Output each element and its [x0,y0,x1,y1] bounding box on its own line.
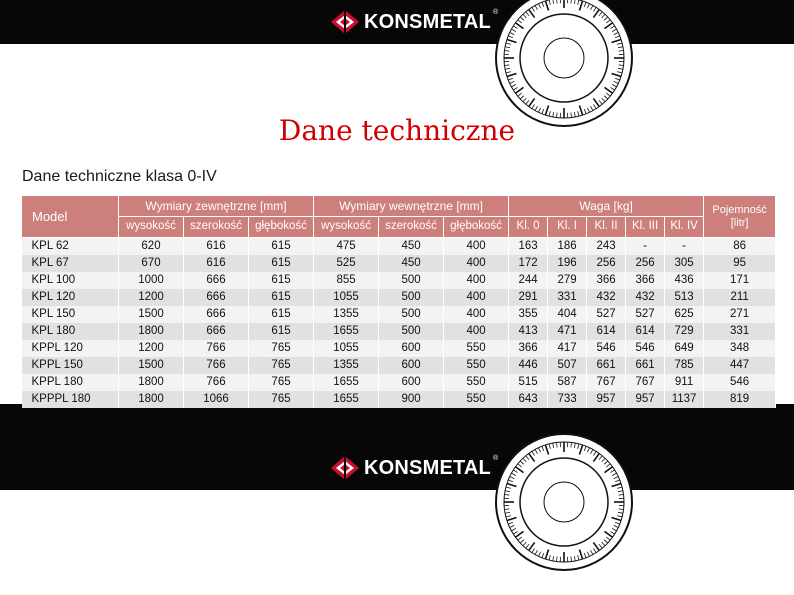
konsmetal-logo-icon [330,9,360,35]
table-cell: 900 [379,391,444,408]
model-cell: KPL 120 [22,289,119,306]
table-cell: 450 [379,238,444,256]
table-cell: 615 [249,306,314,323]
model-cell: KPPL 180 [22,374,119,391]
table-cell: 500 [379,306,444,323]
model-header: Model [22,196,119,238]
table-row [22,255,776,272]
table-cell: 666 [184,272,249,289]
table-cell: 447 [704,357,776,374]
table-cell: 1800 [119,323,184,340]
registered-mark: ® [492,9,499,16]
table-cell: 513 [665,289,704,306]
table-cell: 616 [184,255,249,272]
table-row [22,340,776,357]
table-cell: 432 [587,289,626,306]
table-cell: 614 [587,323,626,340]
table-cell: 546 [587,340,626,357]
table-row [22,306,776,323]
table-cell: 400 [444,323,509,340]
sub-header-class-0: Kl. 0 [509,217,548,238]
sub-header-internal-width: szerokość [379,217,444,238]
table-body [22,238,776,409]
table-cell: 546 [626,340,665,357]
table-cell: 625 [665,306,704,323]
table-cell: 400 [444,272,509,289]
table-cell: 615 [249,272,314,289]
table-cell: 766 [184,340,249,357]
table-cell: 1500 [119,306,184,323]
table-cell: 649 [665,340,704,357]
table-cell: 211 [704,289,776,306]
sub-header-internal-depth: głębokość [444,217,509,238]
table-cell: 600 [379,374,444,391]
table-cell: 413 [509,323,548,340]
table-cell: 244 [509,272,548,289]
model-cell: KPPL 150 [22,357,119,374]
table-row [22,238,776,256]
table-cell: 400 [444,238,509,256]
sub-header-external-depth: głębokość [249,217,314,238]
table-cell: 163 [509,238,548,256]
model-cell: KPPPL 180 [22,391,119,408]
table-cell: 1500 [119,357,184,374]
table-cell: - [665,238,704,256]
table-cell: 1055 [314,340,379,357]
model-cell: KPL 62 [22,238,119,256]
table-cell: 279 [548,272,587,289]
table-cell: 1800 [119,391,184,408]
table-cell: 767 [626,374,665,391]
table-cell: 729 [665,323,704,340]
table-row [22,323,776,340]
table-cell: 766 [184,357,249,374]
table-cell: 475 [314,238,379,256]
capacity-label: Pojemność [712,203,767,216]
table-cell: 186 [548,238,587,256]
table-cell: 331 [548,289,587,306]
table-cell: 550 [444,340,509,357]
table-cell: 670 [119,255,184,272]
table-cell: 348 [704,340,776,357]
table-cell: 525 [314,255,379,272]
table-cell: 587 [548,374,587,391]
table-cell: 471 [548,323,587,340]
table-cell: 855 [314,272,379,289]
table-cell: 1137 [665,391,704,408]
table-cell: 1800 [119,374,184,391]
sub-header-class-4: Kl. IV [665,217,704,238]
model-cell: KPPL 120 [22,340,119,357]
sub-header-internal-height: wysokość [314,217,379,238]
sub-header-external-width: szerokość [184,217,249,238]
table-cell: 666 [184,306,249,323]
table-cell: 615 [249,238,314,256]
model-cell: KPL 180 [22,323,119,340]
brand-name: KONSMETAL [364,457,491,479]
table-cell: 1000 [119,272,184,289]
table-cell: 256 [587,255,626,272]
table-cell: 614 [626,323,665,340]
table-cell: 600 [379,357,444,374]
table-cell: 733 [548,391,587,408]
table-cell: 766 [184,374,249,391]
table-cell: 331 [704,323,776,340]
table-caption: Dane techniczne klasa 0-IV [22,168,217,185]
table-cell: 785 [665,357,704,374]
combination-dial-icon [494,0,634,128]
model-cell: KPL 100 [22,272,119,289]
table-cell: 767 [587,374,626,391]
table-cell: - [626,238,665,256]
external-dimensions-header: Wymiary zewnętrzne [mm] [119,196,314,217]
table-cell: 291 [509,289,548,306]
table-cell: 243 [587,238,626,256]
table-cell: 1355 [314,357,379,374]
table-cell: 527 [587,306,626,323]
table-cell: 615 [249,289,314,306]
table-cell: 957 [587,391,626,408]
table-cell: 1200 [119,340,184,357]
table-cell: 957 [626,391,665,408]
table-cell: 1200 [119,289,184,306]
table-cell: 400 [444,255,509,272]
table-cell: 450 [379,255,444,272]
sub-header-external-height: wysokość [119,217,184,238]
sub-header-class-2: Kl. II [587,217,626,238]
table-cell: 86 [704,238,776,256]
table-cell: 305 [665,255,704,272]
registered-mark: ® [492,455,499,462]
table-cell: 404 [548,306,587,323]
table-cell: 550 [444,374,509,391]
table-cell: 1355 [314,306,379,323]
table-cell: 355 [509,306,548,323]
brand-name: KONSMETAL [364,11,491,33]
table-cell: 171 [704,272,776,289]
table-cell: 643 [509,391,548,408]
table-cell: 432 [626,289,665,306]
table-cell: 446 [509,357,548,374]
sub-header-class-3: Kl. III [626,217,665,238]
table-cell: 550 [444,391,509,408]
table-cell: 1055 [314,289,379,306]
table-cell: 366 [587,272,626,289]
table-cell: 600 [379,340,444,357]
table-cell: 400 [444,289,509,306]
table-cell: 666 [184,323,249,340]
technical-data-table [21,195,776,408]
table-cell: 1655 [314,391,379,408]
table-cell: 271 [704,306,776,323]
sub-header-class-1: Kl. I [548,217,587,238]
table-cell: 507 [548,357,587,374]
table-cell: 616 [184,238,249,256]
weight-header: Waga [kg] [509,196,704,217]
table-cell: 911 [665,374,704,391]
table-cell: 500 [379,323,444,340]
table-cell: 436 [665,272,704,289]
table-cell: 95 [704,255,776,272]
table-row [22,374,776,391]
brand-logo-bottom [330,455,498,481]
table-cell: 1066 [184,391,249,408]
model-cell: KPL 150 [22,306,119,323]
table-row [22,272,776,289]
table-cell: 615 [249,255,314,272]
brand-logo-top [330,9,498,35]
table-cell: 620 [119,238,184,256]
table-cell: 366 [626,272,665,289]
capacity-unit: [litr] [730,216,749,229]
table-row [22,357,776,374]
table-cell: 417 [548,340,587,357]
model-cell: KPL 67 [22,255,119,272]
table-cell: 196 [548,255,587,272]
internal-dimensions-header: Wymiary wewnętrzne [mm] [314,196,509,217]
table-cell: 765 [249,340,314,357]
konsmetal-logo-icon [330,455,360,481]
table-cell: 1655 [314,374,379,391]
table-cell: 527 [626,306,665,323]
table-cell: 765 [249,391,314,408]
table-cell: 400 [444,306,509,323]
table-row [22,391,776,408]
table-cell: 366 [509,340,548,357]
capacity-header [704,196,776,238]
table-cell: 819 [704,391,776,408]
table-cell: 661 [626,357,665,374]
table-cell: 765 [249,374,314,391]
table-cell: 256 [626,255,665,272]
table-cell: 615 [249,323,314,340]
table-cell: 500 [379,289,444,306]
table-cell: 666 [184,289,249,306]
table-cell: 550 [444,357,509,374]
table-cell: 515 [509,374,548,391]
table-cell: 661 [587,357,626,374]
combination-dial-icon [494,432,634,572]
table-cell: 500 [379,272,444,289]
table-row [22,289,776,306]
table-cell: 546 [704,374,776,391]
table-cell: 765 [249,357,314,374]
table-cell: 172 [509,255,548,272]
slide-title: Dane techniczne [278,114,516,147]
table-cell: 1655 [314,323,379,340]
